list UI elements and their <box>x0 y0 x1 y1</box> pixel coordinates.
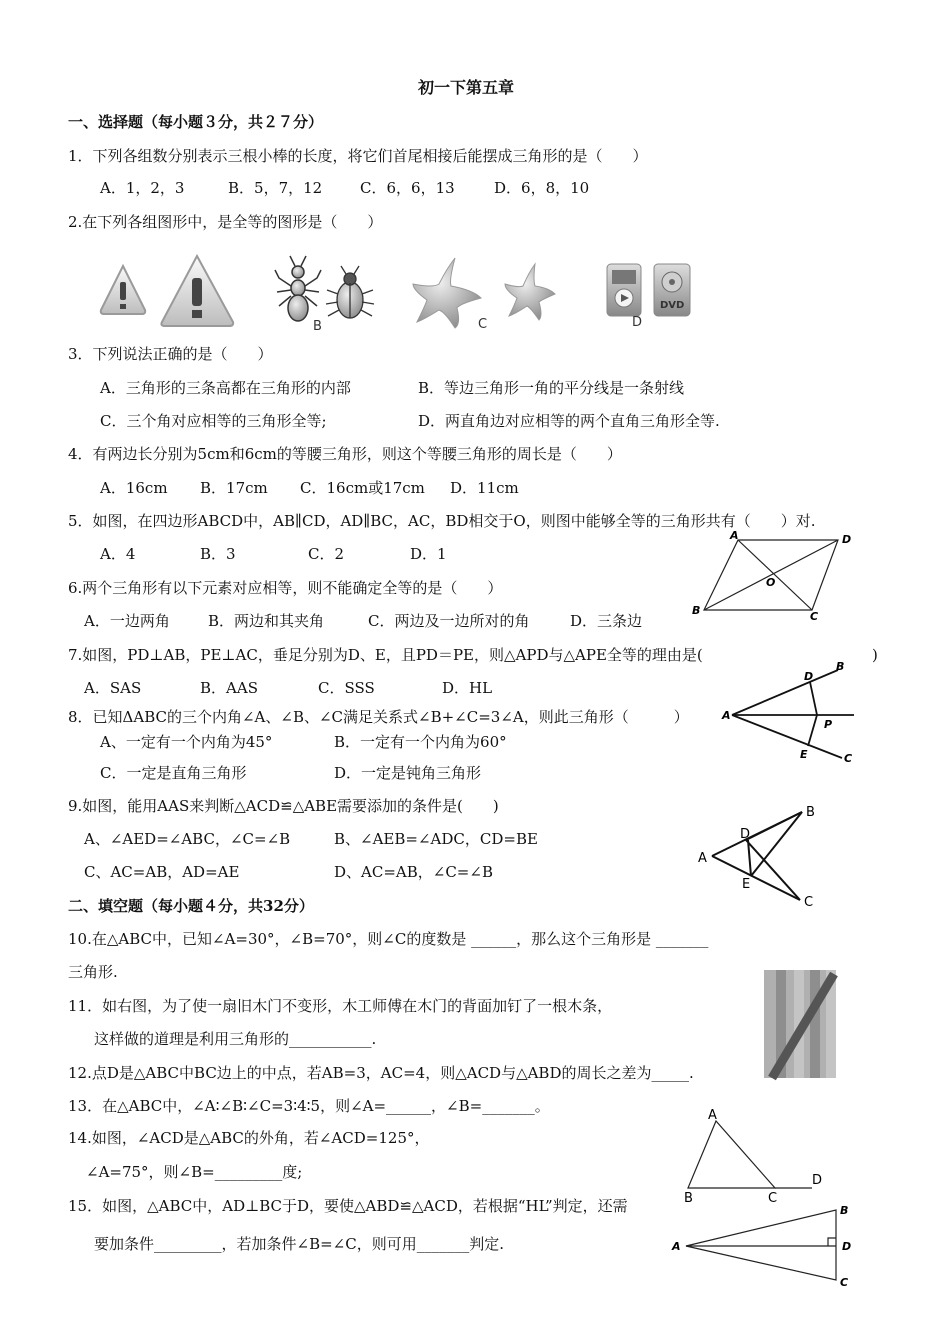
svg-text:D: D <box>804 670 814 683</box>
q9-stem: 9.如图，能用AAS来判断△ACD≌△ABE需要添加的条件是( ) <box>68 797 499 815</box>
q7-close-paren: ) <box>872 646 878 664</box>
q8-option-a: A、一定有一个内角为45° <box>100 733 273 751</box>
svg-text:B: B <box>684 1191 693 1206</box>
q4-option-d: D．11cm <box>450 479 519 497</box>
section-2-heading: 二、填空题（每小题４分，共32分） <box>68 897 314 915</box>
q6-option-c: C．两边及一边所对的角 <box>368 612 530 630</box>
q5-stem: 5．如图，在四边形ABCD中，AB∥CD，AD∥BC，AC，BD相交于O，则图中能够全等的三角形共有（ ）对. <box>68 512 816 530</box>
q5-option-c: C．2 <box>308 545 345 563</box>
q2-label-b: B <box>313 319 322 334</box>
svg-text:P: P <box>824 718 833 731</box>
svg-text:A: A <box>722 709 731 722</box>
q10-line-2: 三角形. <box>68 963 118 981</box>
q8-option-c: C．一定是直角三角形 <box>100 764 247 782</box>
svg-text:D: D <box>812 1173 823 1188</box>
q4-option-b: B．17cm <box>200 479 268 497</box>
q5-option-b: B．3 <box>200 545 236 563</box>
dvd-icon <box>654 264 690 316</box>
svg-text:A: A <box>730 529 739 542</box>
q15-line-1: 15．如图，△ABC中，AD⊥BC于D，要使△ABD≌△ACD，若根据“HL”判定，还需 <box>68 1197 628 1215</box>
q2-figures <box>95 250 715 335</box>
beetle-icon <box>326 266 374 318</box>
q15-isosceles-figure <box>668 1200 858 1290</box>
q5-option-d: D．1 <box>410 545 447 563</box>
q2-label-c: C <box>478 317 488 332</box>
q14-line-1: 14.如图，∠ACD是△ABC的外角，若∠ACD=125°， <box>68 1129 430 1147</box>
q7-option-c: C．SSS <box>318 679 375 697</box>
q1-option-a: A．1，2，3 <box>100 179 185 197</box>
ant-icon <box>275 256 321 321</box>
q2-stem: 2.在下列各组图形中，是全等的图形是（ ） <box>68 213 383 231</box>
q5-option-a: A．4 <box>100 545 136 563</box>
q6-option-d: D．三条边 <box>570 612 643 630</box>
q14-exterior-angle-figure <box>680 1105 830 1205</box>
q8-option-b: B．一定有一个内角为60° <box>334 733 507 751</box>
q11-door-figure <box>764 968 838 1080</box>
q15-line-2: 要加条件_________，若加条件∠B=∠C，则可用_______判定. <box>94 1235 504 1253</box>
svg-text:B: B <box>836 660 845 673</box>
svg-text:B: B <box>840 1204 849 1217</box>
svg-text:C: C <box>768 1191 778 1206</box>
svg-text:C: C <box>840 1276 849 1289</box>
q6-option-b: B．两边和其夹角 <box>208 612 325 630</box>
star-small-icon <box>505 264 555 320</box>
q9-option-a: A、∠AED=∠ABC，∠C=∠B <box>84 830 291 848</box>
svg-text:O: O <box>766 576 776 589</box>
q7-stem: 7.如图，PD⊥AB，PE⊥AC，垂足分别为D、E，且PD＝PE，则△APD与△APE全等的理由是( <box>68 646 703 664</box>
q5-parallelogram-figure <box>690 528 860 623</box>
q9-option-b: B、∠AEB=∠ADC，CD=BE <box>334 830 538 848</box>
q8-option-d: D．一定是钝角三角形 <box>334 764 482 782</box>
q4-option-a: A．16cm <box>100 479 168 497</box>
q11-line-1: 11．如右图，为了使一扇旧木门不变形，木工师傅在木门的背面加钉了一根木条， <box>68 997 613 1015</box>
q12-text: 12.点D是△ABC中BC边上的中点，若AB=3，AC=4，则△ACD与△ABD的周长之差为_____. <box>68 1064 694 1082</box>
q13-text: 13．在△ABC中，∠A∶∠B∶∠C=3∶4∶5，则∠A=______，∠B=_______。 <box>68 1097 550 1115</box>
svg-text:E: E <box>742 877 751 892</box>
q3-option-c: C．三个角对应相等的三角形全等; <box>100 412 327 430</box>
svg-text:B: B <box>806 805 815 820</box>
svg-text:A: A <box>672 1240 681 1253</box>
media-player-icon <box>607 264 641 316</box>
q1-option-c: C．6，6，13 <box>360 179 455 197</box>
q14-line-2: ∠A=75°，则∠B=_________度; <box>86 1163 303 1181</box>
q1-stem: 1．下列各组数分别表示三根小棒的长度，将它们首尾相接后能摆成三角形的是（ ） <box>68 147 648 165</box>
q4-stem: 4．有两边长分别为5cm和6cm的等腰三角形，则这个等腰三角形的周长是（ ） <box>68 445 622 463</box>
svg-text:E: E <box>800 748 808 761</box>
svg-text:A: A <box>698 851 707 866</box>
q11-line-2: 这样做的道理是利用三角形的___________. <box>94 1030 377 1048</box>
q6-option-a: A．一边两角 <box>84 612 170 630</box>
warning-sign-small-icon <box>101 266 145 314</box>
section-1-heading: 一、选择题（每小题３分，共２７分） <box>68 113 324 131</box>
q3-option-d: D．两直角边对应相等的两个直角三角形全等. <box>418 412 720 430</box>
q2-label-d: D <box>632 315 643 330</box>
svg-text:B: B <box>692 604 701 617</box>
q1-option-d: D．6，8，10 <box>494 179 590 197</box>
q1-option-b: B．5，7，12 <box>228 179 323 197</box>
q7-option-b: B．AAS <box>200 679 258 697</box>
svg-text:C: C <box>844 752 853 765</box>
q9-option-c: C、AC=AB，AD=AE <box>84 863 240 881</box>
svg-text:D: D <box>740 827 751 842</box>
warning-sign-large-icon <box>161 256 233 326</box>
q8-stem: 8．已知ΔABC的三个内角∠A、∠B、∠C满足关系式∠B+∠C=3∠A，则此三角形（ ） <box>68 708 689 726</box>
star-large-icon <box>413 258 481 328</box>
q6-stem: 6.两个三角形有以下元素对应相等，则不能确定全等的是（ ） <box>68 579 503 597</box>
q10-line-1: 10.在△ABC中，已知∠A=30°，∠B=70°，则∠C的度数是 ______，那么这个三角形是 _______ <box>68 930 709 948</box>
q3-option-b: B．等边三角形一角的平分线是一条射线 <box>418 379 685 397</box>
q7-option-a: A．SAS <box>84 679 142 697</box>
svg-text:DVD: DVD <box>660 300 685 311</box>
q9-triangles-figure <box>694 800 824 915</box>
q7-angle-bisector-figure <box>720 658 860 768</box>
q7-option-d: D．HL <box>442 679 493 697</box>
q3-stem: 3．下列说法正确的是（ ） <box>68 345 273 363</box>
q4-option-c: C．16cm或17cm <box>300 479 425 497</box>
svg-text:C: C <box>810 610 819 623</box>
q9-option-d: D、AC=AB，∠C=∠B <box>334 863 493 881</box>
page-title: 初一下第五章 <box>418 78 515 97</box>
svg-text:D: D <box>842 1240 852 1253</box>
svg-text:C: C <box>804 895 814 910</box>
svg-text:A: A <box>708 1108 717 1123</box>
svg-text:D: D <box>842 533 852 546</box>
q3-option-a: A．三角形的三条高都在三角形的内部 <box>100 379 351 397</box>
